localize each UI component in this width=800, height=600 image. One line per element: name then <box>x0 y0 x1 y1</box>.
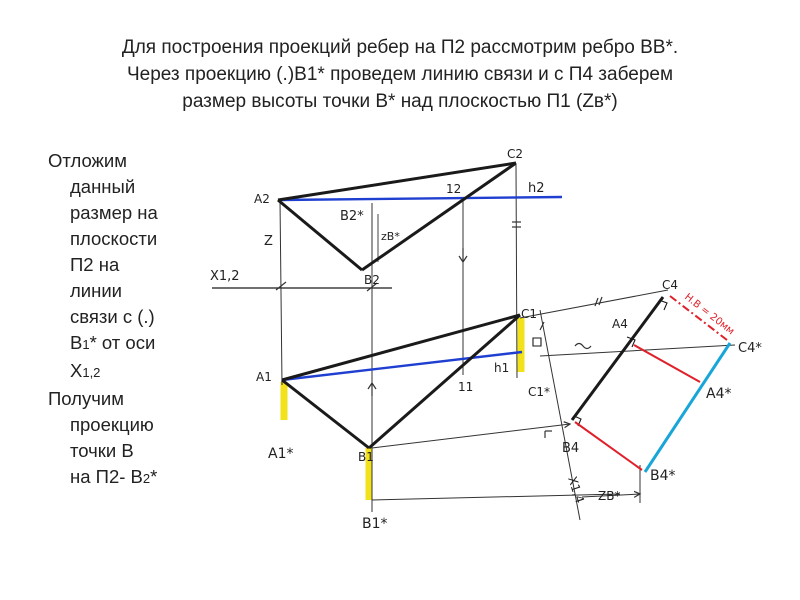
para-1-line: связи с (.) <box>70 306 155 327</box>
title-line-2: Через проекцию (.)В1* проведем линию связи и с П4 заберем <box>126 64 674 85</box>
para-2-first: Получим <box>48 388 124 409</box>
label-h1: h1 <box>494 361 510 375</box>
label-a2: A2 <box>254 192 270 206</box>
label-a4: A4 <box>612 317 628 331</box>
label-c1: C1 <box>521 307 538 321</box>
label-b1: B1 <box>358 450 374 464</box>
para-2-line: точки В <box>70 440 134 461</box>
label-b4: B4 <box>562 441 580 456</box>
edge-b2-c2 <box>362 163 516 270</box>
h2-line <box>278 197 562 200</box>
edge-b4-b4star <box>575 422 642 470</box>
tick-marks <box>276 222 602 438</box>
label-c4: C4 <box>662 278 679 292</box>
arrow-down-one <box>459 248 467 262</box>
zb-small-dimension <box>372 213 378 262</box>
para-1-first: Отложим <box>48 150 127 171</box>
label-a1: A1 <box>256 370 272 384</box>
arrow-up-b <box>368 383 376 396</box>
label-a1star: A1* <box>268 446 294 462</box>
title-line-1: Для построения проекций ребер на П2 рассмотрим ребро ВВ*. <box>121 37 679 58</box>
label-c4star: C4* <box>738 341 762 356</box>
para-1-line: данный <box>70 176 136 197</box>
label-b1star: B1* <box>362 516 388 532</box>
para-2-last-line: на П2- В2* <box>70 466 158 487</box>
label-x12: X1,2 <box>210 269 240 284</box>
link-line-c1-c4 <box>520 290 668 318</box>
para-2-line: проекцию <box>70 414 154 435</box>
label-c1star: C1* <box>528 385 551 399</box>
projection-p4 <box>572 297 663 420</box>
label-c2: C2 <box>507 147 524 161</box>
h1-line <box>282 352 522 380</box>
edge-a2-c2 <box>278 163 516 200</box>
triangle-p2 <box>278 163 516 270</box>
label-zb-small: zB* <box>381 230 400 243</box>
para-1-line: плоскости <box>70 228 158 249</box>
para-1-line: П2 на <box>70 254 120 275</box>
label-b4star: B4* <box>650 468 676 484</box>
edge-a1-b1 <box>282 380 369 448</box>
para-1-line: линии <box>70 280 123 301</box>
para-1-b1-line: В1* от оси <box>70 332 156 353</box>
label-b2: B2 <box>364 273 380 287</box>
label-zb-bottom: ZB* <box>598 489 621 503</box>
edge-c4-b4 <box>572 297 663 420</box>
para-1-axis-line: X1,2 <box>70 360 101 381</box>
edge-c4star-b4star <box>645 343 730 472</box>
link-line-b1-b4 <box>372 424 570 448</box>
label-h2: h2 <box>528 181 545 196</box>
edge-a4-a4star <box>634 345 700 382</box>
link-line-a <box>280 200 282 385</box>
label-a4star: A4* <box>706 386 732 402</box>
title-line-3: размер высоты точки В* над плоскостью П1 (Zв*) <box>182 91 618 112</box>
label-one2: 12 <box>446 182 462 196</box>
label-b2star: B2* <box>340 209 364 224</box>
label-x14: X1,4 <box>565 474 587 505</box>
label-one1: 11 <box>458 380 474 394</box>
label-hv: H.B = 20мм <box>682 291 737 338</box>
triangle-p1 <box>282 315 520 448</box>
para-1-line: размер на <box>70 202 158 223</box>
label-z-mark: Z <box>264 234 273 249</box>
